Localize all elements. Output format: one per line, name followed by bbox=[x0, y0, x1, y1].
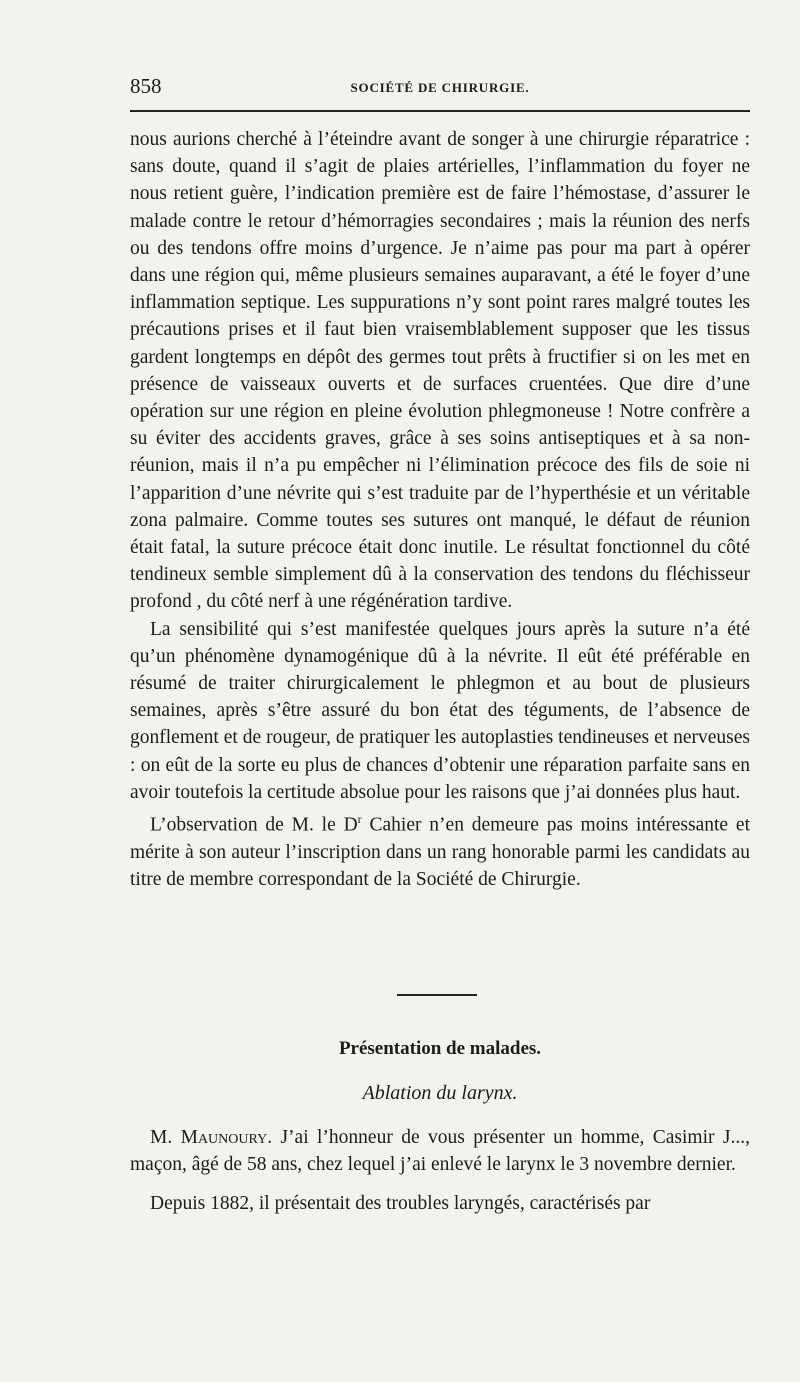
paragraph bbox=[130, 806, 750, 893]
paragraph-text: L’observation de M. le D bbox=[150, 814, 358, 836]
paragraph-text: . J’ai l’honneur de vous présenter un homme, Casimir J..., maçon, âgé de 58 ans, chez lequel j’ai enlevé le larynx le 3 novembre dernier. bbox=[130, 1127, 750, 1176]
superscript: r bbox=[357, 812, 362, 827]
paragraph-text: Cahier n’en demeure pas moins intéressante et mérite à son auteur l’inscription dans un rang honorable parmi les candidats au titre de membre correspondant de la Société de Chirurgie. bbox=[130, 814, 750, 890]
speaker-prefix: M. bbox=[150, 1127, 181, 1148]
paragraph bbox=[130, 1124, 750, 1178]
section-subheading: Ablation du larynx. bbox=[362, 1082, 518, 1104]
running-head bbox=[130, 72, 750, 102]
section-heading: Présentation de malades. bbox=[338, 1038, 542, 1059]
page-number: 858 bbox=[130, 74, 162, 98]
presentation-text bbox=[130, 1124, 750, 1218]
body-text bbox=[130, 126, 750, 893]
running-title: SOCIÉTÉ DE CHIRURGIE. bbox=[350, 80, 530, 95]
paragraph: nous aurions cherché à l’éteindre avant de songer à une chirurgie réparatrice : sans doute, quand il s’agit de plaies artérielles, l’inflammation du foyer ne nous retient guère, l’indication première est de faire l’hémostase, d’assurer le malade contre le retour d’hémorragies secondaires ; mais la réunion des nerfs ou des tendons offre moins d’urgence. Je n’aime pas pour ma part à opérer dans une région qui, même plusieurs semaines auparavant, a été le foyer d’une inflammation septique. Les suppurations n’y sont point rares malgré toutes les précautions prises et il faut bien vraisemblablement supposer que les tissus gardent longtemps en dépôt des germes tout prêts à fructifier si on les met en présence de vaisseaux ouverts et de surfaces cruentées. Que dire d’une opération sur une région en pleine évolution phlegmoneuse ! Notre confrère a su éviter des accidents graves, grâce à ses soins antiseptiques et à sa non-réunion, mais il n’a pu empêcher ni l’élimination précoce des fils de soie ni l’apparition d’une névrite qui s’est traduite par de l’hyperthésie et un véritable zona palmaire. Comme toutes ses sutures ont manqué, le défaut de réunion était fatal, la suture précoce était donc inutile. Le résultat fonctionnel du côté tendineux semble simplement dû à la conservation des tendons du fléchisseur profond , du côté nerf à une régénération tardive. bbox=[130, 129, 750, 613]
paragraph: Depuis 1882, il présentait des troubles laryngés, caractérisés par bbox=[150, 1193, 651, 1215]
paragraph: La sensibilité qui s’est manifestée quelques jours après la suture n’a été qu’un phénomène dynamogénique dû à la névrite. Il eût été préférable en résumé de traiter chirurgicalement le phlegmon et au bout de plusieurs semaines, après s’être assuré du bon état des téguments, de l’absence de gonflement et de rougeur, de pratiquer les autoplasties tendineuses et nerveuses : on eût de la sorte eu plus de chances d’obtenir une réparation parfaite sans en avoir toutefois la certitude absolue pour les raisons que j’ai données plus haut. bbox=[130, 618, 750, 803]
header-rule bbox=[130, 110, 750, 112]
speaker-name: Maunoury bbox=[180, 1127, 268, 1148]
section-divider bbox=[397, 994, 477, 996]
